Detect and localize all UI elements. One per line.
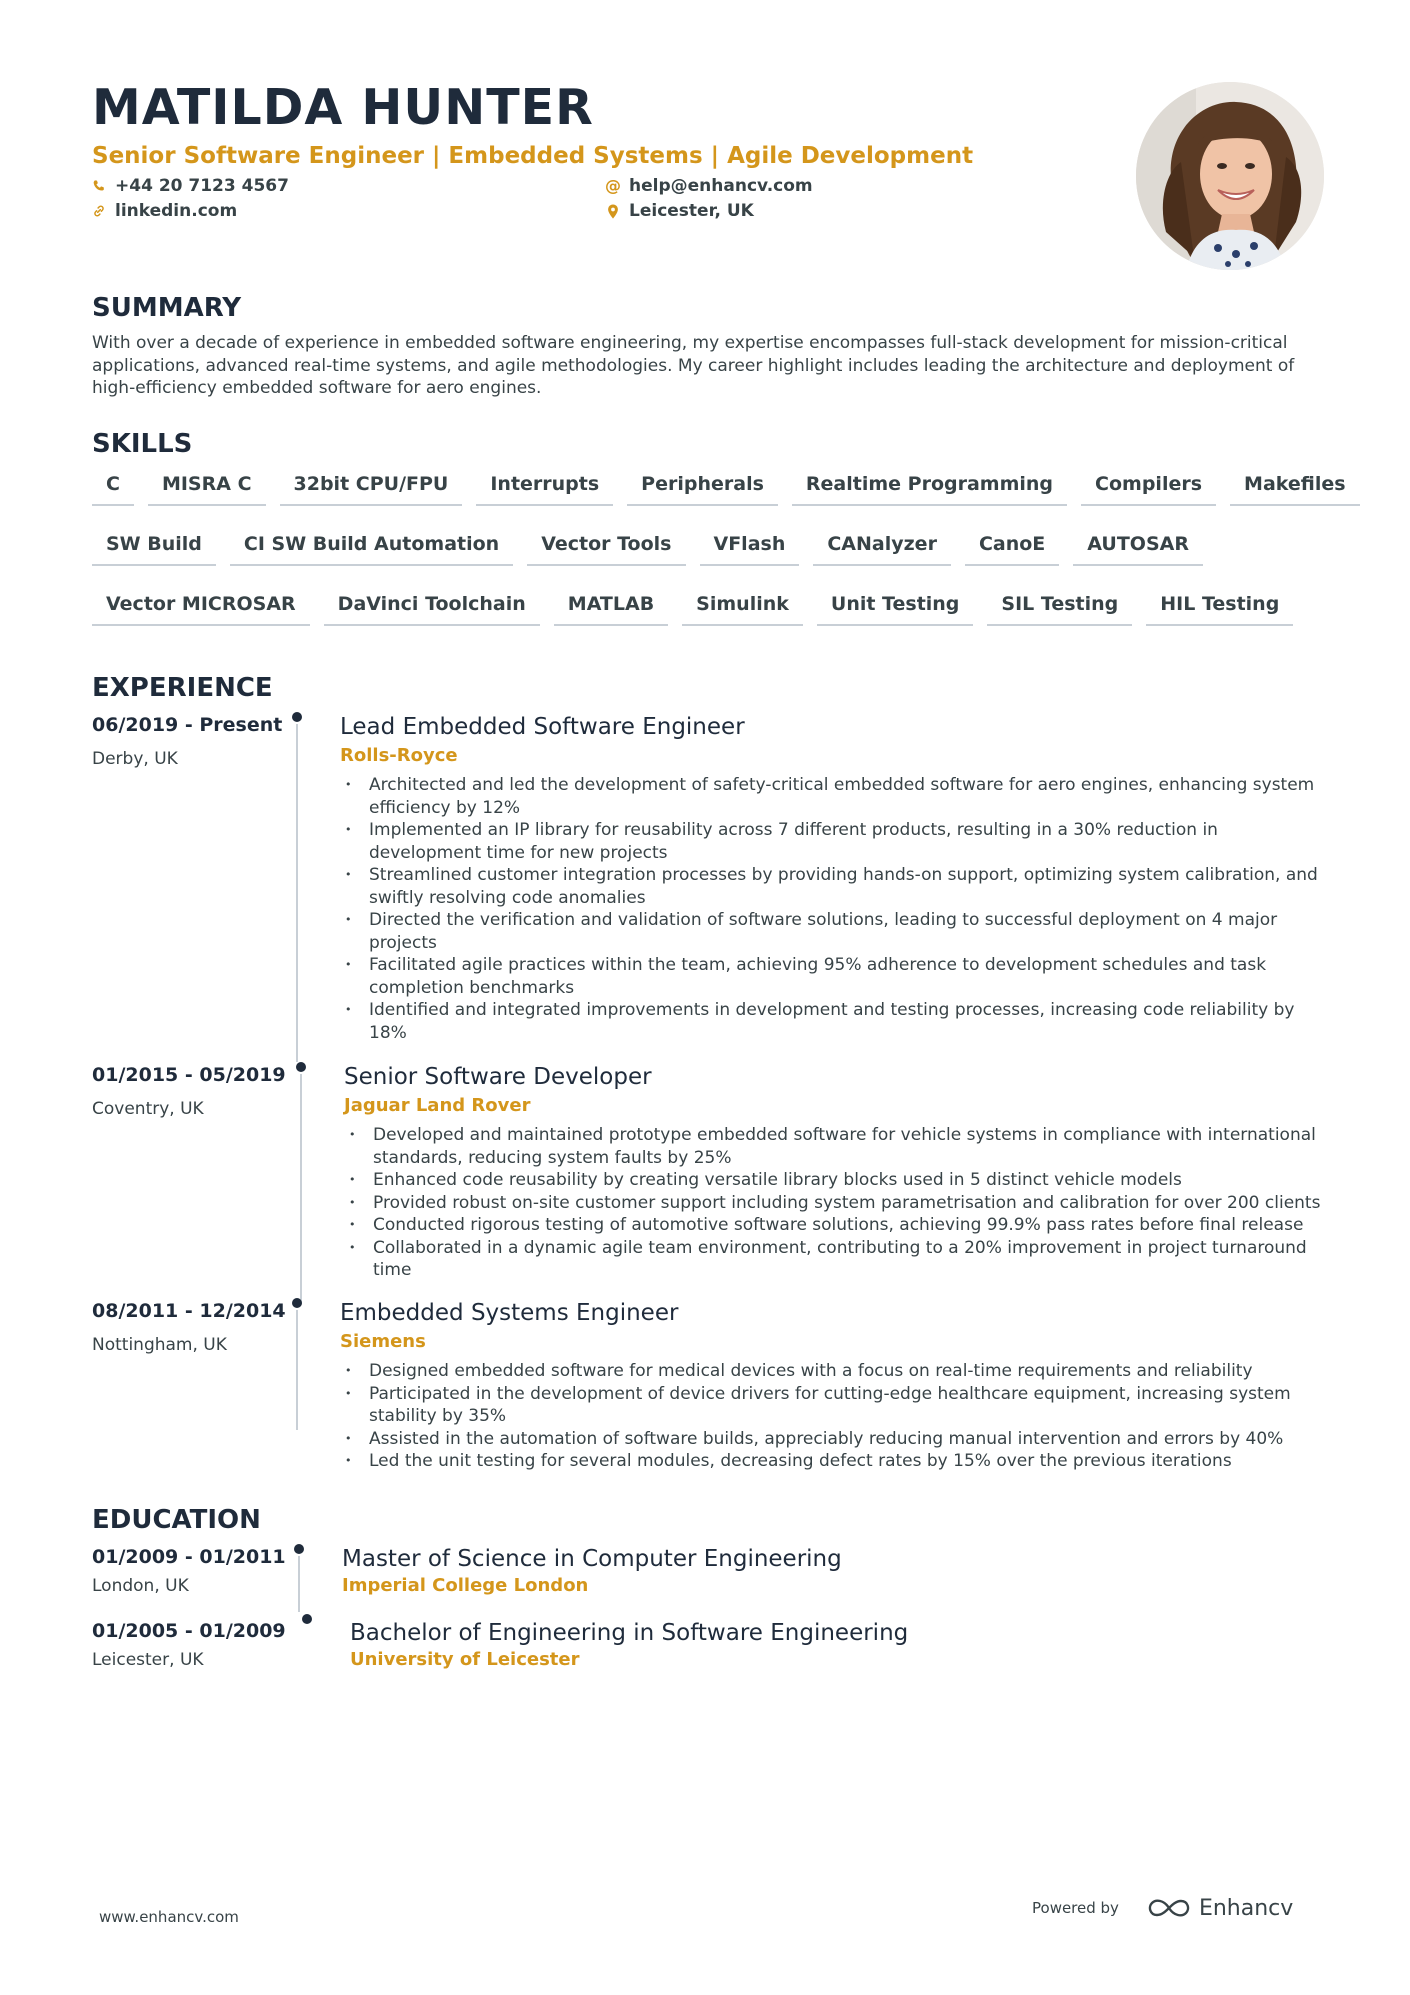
skill-tag: Unit Testing: [817, 586, 974, 626]
achievement-list: [340, 774, 1330, 1044]
skill-row: [92, 526, 1332, 566]
link-icon: [92, 204, 106, 218]
contact-phone: [92, 175, 606, 197]
at-sign-icon: @: [605, 176, 621, 195]
company-name: Siemens: [340, 1331, 426, 1352]
company-name: Rolls-Royce: [340, 745, 458, 766]
skill-tag: MATLAB: [554, 586, 668, 626]
skill-tag: Vector Tools: [527, 526, 685, 566]
skill-row: [92, 586, 1332, 626]
experience-location: Derby, UK: [92, 749, 178, 769]
candidate-headline: Senior Software Engineer | Embedded Systems | Agile Development: [92, 143, 974, 169]
footer-website-link[interactable]: www.enhancv.com: [99, 1908, 239, 1926]
education-title: EDUCATION: [92, 1505, 261, 1535]
skill-tag: Compilers: [1081, 466, 1216, 506]
skill-tag: 32bit CPU/FPU: [280, 466, 463, 506]
profile-photo: [1136, 82, 1324, 270]
contact-location: [606, 200, 1006, 222]
achievement-item: • Facilitated agile practices within the team, achieving 95% adherence to development schedules and task completion benchmarks: [340, 954, 1330, 999]
summary-title: SUMMARY: [92, 293, 242, 323]
achievement-item: • Enhanced code reusability by creating versatile library blocks used in 5 distinct vehicle models: [344, 1169, 1330, 1192]
timeline-dot: [292, 1298, 302, 1308]
experience-date: 08/2011 - 12/2014: [92, 1300, 286, 1322]
achievement-item: • Participated in the development of device drivers for cutting-edge healthcare equipment, increasing system stability by 35%: [340, 1383, 1330, 1428]
degree-title: Bachelor of Engineering in Software Engineering: [350, 1620, 909, 1646]
timeline-line: [296, 1310, 298, 1430]
achievement-item: • Assisted in the automation of software builds, appreciably reducing manual intervention and errors by 40%: [340, 1428, 1330, 1451]
achievement-item: • Provided robust on-site customer support including system parametrisation and calibration for over 200 clients: [344, 1192, 1330, 1215]
location-pin-icon: [606, 204, 620, 218]
achievement-item: • Directed the verification and validation of software solutions, leading to successful deployment on 4 major projects: [340, 909, 1330, 954]
timeline-line: [300, 1074, 302, 1304]
skill-tag: DaVinci Toolchain: [324, 586, 540, 626]
achievement-item: • Collaborated in a dynamic agile team environment, contributing to a 20% improvement in project turnaround time: [344, 1237, 1330, 1282]
skill-tag: Realtime Programming: [792, 466, 1067, 506]
footer-branding[interactable]: [1032, 1895, 1293, 1921]
candidate-name: MATILDA HUNTER: [92, 79, 594, 136]
education-body: [350, 1618, 1320, 1672]
experience-body: [340, 1298, 1330, 1473]
linkedin-text: linkedin.com: [115, 201, 238, 221]
skill-tag: Peripherals: [627, 466, 778, 506]
skill-tag: Vector MICROSAR: [92, 586, 310, 626]
skill-tag: MISRA C: [148, 466, 266, 506]
enhancv-logo-icon: [1145, 1895, 1193, 1921]
achievement-item: • Conducted rigorous testing of automotive software solutions, achieving 99.9% pass rates before final release: [344, 1214, 1330, 1237]
summary-text: With over a decade of experience in embedded software engineering, my expertise encompasses full-stack development for mission-critical applications, advanced real-time systems, and agile methodologies. My career highlight includes leading the architecture and deployment of high-efficiency embedded software for aero engines.: [92, 333, 1295, 398]
skill-row: [92, 466, 1346, 506]
skill-tag: HIL Testing: [1146, 586, 1293, 626]
location-text: Leicester, UK: [629, 201, 754, 221]
job-title: Embedded Systems Engineer: [340, 1300, 679, 1326]
skills-title: SKILLS: [92, 429, 193, 459]
education-location: London, UK: [92, 1576, 189, 1596]
experience-title: EXPERIENCE: [92, 673, 273, 703]
brand-name: Enhancv: [1198, 1895, 1294, 1921]
achievement-list: [344, 1124, 1330, 1282]
experience-date: 01/2015 - 05/2019: [92, 1064, 286, 1086]
contact-linkedin[interactable]: [92, 200, 606, 222]
company-name: Jaguar Land Rover: [344, 1095, 531, 1116]
skill-tag: Makefiles: [1230, 466, 1360, 506]
school-name: University of Leicester: [350, 1649, 580, 1670]
achievement-item: • Implemented an IP library for reusability across 7 different products, resulting in a 30% reduction in development time for new projects: [340, 819, 1330, 864]
skill-tag: CI SW Build Automation: [230, 526, 513, 566]
achievement-list: [340, 1360, 1330, 1473]
achievement-item: • Led the unit testing for several modules, decreasing defect rates by 15% over the previous iterations: [340, 1450, 1330, 1473]
timeline-dot: [296, 1062, 306, 1072]
phone-icon: [92, 179, 106, 193]
skill-tag: Simulink: [682, 586, 803, 626]
experience-body: [340, 712, 1330, 1044]
achievement-item: • Designed embedded software for medical devices with a focus on real-time requirements and reliability: [340, 1360, 1330, 1383]
phone-text: +44 20 7123 4567: [115, 176, 289, 196]
education-date: 01/2009 - 01/2011: [92, 1546, 286, 1568]
skill-tag: SW Build: [92, 526, 216, 566]
education-body: [342, 1544, 1322, 1598]
timeline-dot: [294, 1544, 304, 1554]
skills-list: [92, 466, 1346, 646]
contact-email[interactable]: [606, 175, 1006, 197]
email-text: help@enhancv.com: [629, 176, 813, 196]
school-name: Imperial College London: [342, 1575, 589, 1596]
job-title: Lead Embedded Software Engineer: [340, 714, 745, 740]
job-title: Senior Software Developer: [344, 1064, 652, 1090]
timeline-line: [296, 724, 298, 1062]
education-location: Leicester, UK: [92, 1650, 204, 1670]
education-date: 01/2005 - 01/2009: [92, 1620, 286, 1642]
skill-tag: AUTOSAR: [1073, 526, 1203, 566]
achievement-item: • Developed and maintained prototype embedded software for vehicle systems in compliance with international standards, reducing system faults by 25%: [344, 1124, 1330, 1169]
timeline-line: [298, 1556, 300, 1612]
achievement-item: • Streamlined customer integration processes by providing hands-on support, optimizing system calibration, and swiftly resolving code anomalies: [340, 864, 1330, 909]
enhancv-logo: [1145, 1895, 1293, 1921]
skill-tag: Interrupts: [476, 466, 613, 506]
experience-body: [344, 1062, 1330, 1282]
skill-tag: CanoE: [965, 526, 1059, 566]
skill-tag: VFlash: [700, 526, 800, 566]
skill-tag: C: [92, 466, 134, 506]
experience-location: Coventry, UK: [92, 1099, 204, 1119]
timeline-dot: [302, 1614, 312, 1624]
powered-by-label: Powered by: [1032, 1899, 1119, 1917]
achievement-item: • Identified and integrated improvements in development and testing processes, increasing code reliability by 18%: [340, 999, 1330, 1044]
experience-date: 06/2019 - Present: [92, 714, 283, 736]
timeline-dot: [292, 712, 302, 722]
achievement-item: • Architected and led the development of safety-critical embedded software for aero engines, enhancing system efficiency by 12%: [340, 774, 1330, 819]
degree-title: Master of Science in Computer Engineering: [342, 1546, 842, 1572]
skill-tag: SIL Testing: [987, 586, 1132, 626]
skill-tag: CANalyzer: [813, 526, 951, 566]
experience-location: Nottingham, UK: [92, 1335, 227, 1355]
